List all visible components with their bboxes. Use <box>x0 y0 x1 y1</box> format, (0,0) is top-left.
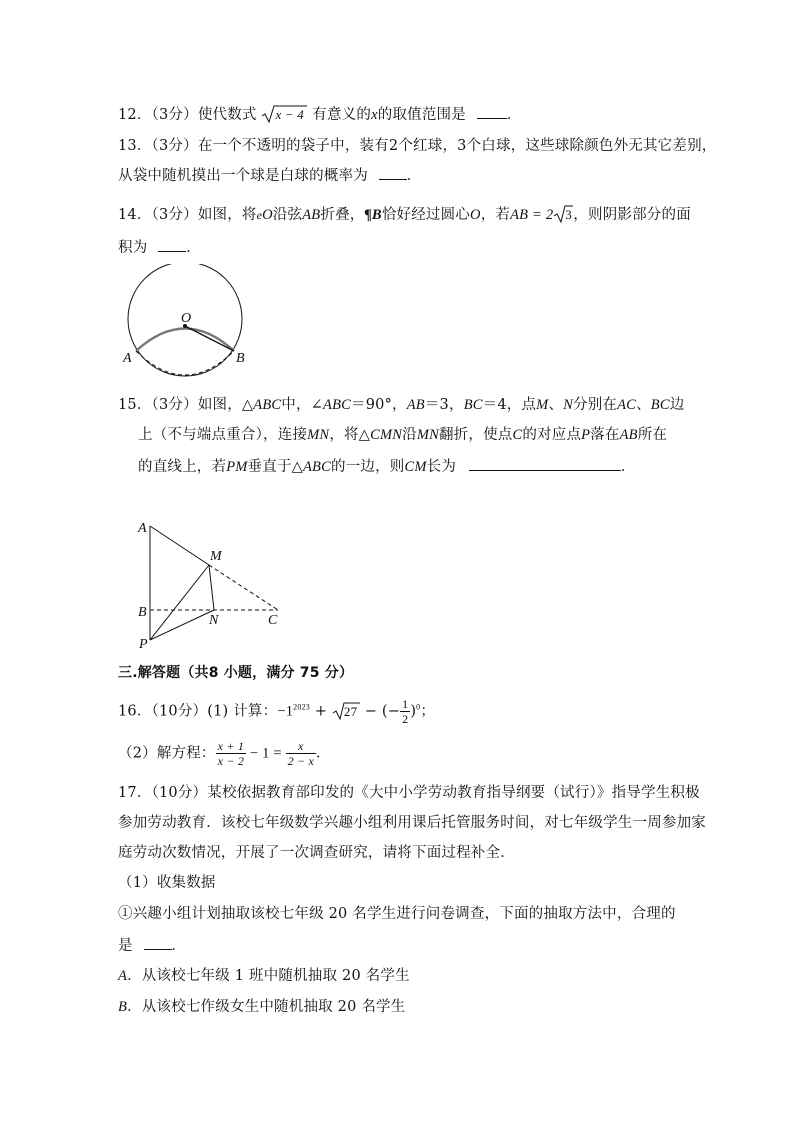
q17-line6: 是 <box>118 938 133 954</box>
q14-o: O <box>262 207 273 223</box>
question-12 <box>118 104 521 125</box>
q16-plus: + <box>309 703 332 720</box>
q14-line2: 积为 <box>118 240 148 256</box>
segment-pn <box>150 610 214 640</box>
frac1-num: x + 1 <box>217 739 245 753</box>
q15-ab2: AB <box>619 427 638 443</box>
option-a-letter: A <box>118 968 128 984</box>
question-16-part1 <box>118 697 435 726</box>
q14-mid2: 折叠， <box>320 207 365 223</box>
q16-end: ． <box>316 745 331 762</box>
radicand-27: 27 <box>343 703 358 719</box>
question-15-line1 <box>118 395 684 415</box>
folded-arc <box>136 329 234 352</box>
segment-pm <box>150 565 209 640</box>
label-p: P <box>139 637 148 652</box>
circle-symbol: e <box>256 208 263 222</box>
sqrt-27 <box>332 701 360 722</box>
segment-am <box>150 526 209 565</box>
question-14-line2 <box>118 237 201 258</box>
q15-t13: 翻折，使点 <box>438 427 513 443</box>
q15-mn: MN <box>307 427 330 443</box>
q15-cm: CM <box>404 459 427 475</box>
q15-t11: ，将△ <box>329 427 371 443</box>
question-17-line2: 参加劳动教育．该校七年级数学兴趣小组利用课后托管服务时间，对七年级学生一周参加家 <box>118 815 706 831</box>
q15-t1: 15．（3分）如图，△ <box>118 397 254 413</box>
q15-end: ． <box>620 459 636 475</box>
answer-blank <box>144 935 172 950</box>
answer-blank <box>469 456 621 471</box>
q16-part2-prefix: （2）解方程： <box>118 745 216 762</box>
label-a: A <box>138 521 147 536</box>
segment-mn <box>209 565 214 610</box>
root-3: 3 <box>565 207 572 222</box>
q16-exp0: 0 <box>416 702 421 712</box>
question-13-line1: 13．（3分）在一个不透明的袋子中，装有2个红球，3个白球，这些球除颜色外无其它差别， <box>118 138 717 154</box>
fraction-1 <box>216 739 246 768</box>
q15-bc2: BC <box>650 397 670 413</box>
q14-mid3: 恰好经过圆心 <box>381 207 471 223</box>
q14-mid5: ，则阴影部分的面 <box>573 207 691 223</box>
frac1-den: x − 2 <box>217 754 245 768</box>
option-a-text: ．从该校七年级 1 班中随机抽取 20 名学生 <box>127 968 410 984</box>
frac2-num: x <box>286 739 316 754</box>
sqrt-expression <box>261 104 307 125</box>
q15-t5: ＝4，点 <box>482 397 537 413</box>
q15-m: M <box>536 397 549 413</box>
option-b-letter: B <box>118 999 128 1015</box>
frac2-den: 2 − x <box>287 754 315 768</box>
question-17-line6 <box>118 935 186 956</box>
q12-suffix: 有意义的 <box>312 107 372 123</box>
frac-num: 1 <box>402 697 409 711</box>
circle-fold-figure <box>115 264 255 389</box>
q15-pm: PM <box>226 459 248 475</box>
q15-bc: BC <box>463 397 483 413</box>
q15-cmn: CMN <box>370 427 403 443</box>
option-b-text: ．从该校七作级女生中随机抽取 20 名学生 <box>127 999 406 1015</box>
q16-close: ) <box>410 703 417 720</box>
question-15-line2 <box>138 425 667 445</box>
q14-eq: AB = 2 <box>510 207 554 223</box>
question-15-line3 <box>138 456 636 477</box>
option-a <box>118 966 410 986</box>
q16-prefix: 16．（10分）(1) 计算： <box>118 703 278 720</box>
question-17-line3: 庭劳动次数情况，开展了一次调查研究，请将下面过程补全． <box>118 845 515 861</box>
answer-blank <box>477 104 507 119</box>
q16-term1: −1 <box>277 703 294 720</box>
q15-t16: 所在 <box>637 427 668 443</box>
q14-prefix: 14．（3分）如图，将 <box>118 207 257 223</box>
q15-n: N <box>563 397 574 413</box>
label-b: B <box>138 605 147 620</box>
q15-p: P <box>581 427 591 443</box>
q17-line6-end: ． <box>171 938 187 954</box>
q15-t14: 的对应点 <box>522 427 582 443</box>
label-o: O <box>181 311 192 326</box>
q15-ac: AC <box>617 397 637 413</box>
q12-var: x <box>371 107 378 123</box>
q15-t19: 的一边，则 <box>331 459 405 475</box>
label-m: M <box>210 549 222 564</box>
answer-blank <box>158 237 186 252</box>
q12-prefix: 12．（3分）使代数式 <box>118 107 257 123</box>
question-16-part2 <box>118 739 331 768</box>
q13-end: ． <box>406 168 422 184</box>
answer-blank <box>379 165 407 180</box>
label-b: B <box>236 351 245 366</box>
q12-end: ． <box>506 107 522 123</box>
q15-t10: 上（不与端点重合），连接 <box>138 427 308 443</box>
arc-ab-glyph: ¶B <box>364 207 382 223</box>
segment-mc-dashed <box>209 565 278 610</box>
q15-t20: 长为 <box>426 459 457 475</box>
q15-t4: ＝3， <box>424 397 464 413</box>
q16-minus: − (− <box>359 703 401 720</box>
question-17-line1: 17．（10分）某校依据教育部印发的《大中小学劳动教育指导纲要（试行）》指导学生积极 <box>118 785 700 801</box>
q15-t17: 的直线上，若 <box>138 459 227 475</box>
triangle-fold-figure <box>132 514 292 652</box>
fraction-2 <box>286 739 316 768</box>
radicand: x − 4 <box>275 107 304 122</box>
q15-t18: 垂直于△ <box>247 459 303 475</box>
q15-t7: 分别在 <box>573 397 618 413</box>
q12-suffix2: 的取值范围是 <box>377 107 466 123</box>
q14-o2: O <box>470 207 481 223</box>
q14-mid4: ，若 <box>480 207 511 223</box>
q15-t6: 、 <box>548 397 564 413</box>
q15-c: C <box>512 427 523 443</box>
q16-exp1: 2023 <box>293 702 310 712</box>
fraction-half <box>400 697 410 726</box>
label-c: C <box>268 613 278 628</box>
q14-end: ． <box>186 240 201 256</box>
q14-mid: 沿弦 <box>272 207 303 223</box>
label-a: A <box>123 351 132 366</box>
q15-t8: 、 <box>636 397 651 413</box>
q15-abc3: ABC <box>303 459 331 475</box>
q15-abc2: ABC <box>323 397 352 413</box>
q15-t9: 边 <box>669 397 685 413</box>
section-heading: 三.解答题（共8 小题，满分 75 分） <box>118 665 354 681</box>
q15-t3: ＝90°， <box>351 397 407 413</box>
q15-ab: AB <box>406 397 425 413</box>
label-n: N <box>209 613 219 628</box>
question-17-line4: （1）收集数据 <box>118 875 216 891</box>
sqrt-3 <box>553 204 573 225</box>
q15-t2: 中，∠ <box>281 397 324 413</box>
question-13-line2 <box>118 165 421 186</box>
q15-t15: 落在 <box>590 427 620 443</box>
question-14-line1 <box>118 204 691 225</box>
q14-ab: AB <box>302 207 321 223</box>
option-b <box>118 997 405 1017</box>
question-17-line5: ①兴趣小组计划抽取该校七年级 20 名学生进行问卷调查，下面的抽取方法中，合理的 <box>118 906 676 922</box>
q16-semi: ； <box>420 703 436 720</box>
segment-ob <box>185 326 234 351</box>
q15-abc: ABC <box>253 397 282 413</box>
q16-minus1: − 1 = <box>246 745 286 762</box>
frac-den: 2 <box>402 712 409 726</box>
original-arc-dashed <box>136 351 234 375</box>
q15-t12: 沿 <box>402 427 417 443</box>
q13-text: 从袋中随机摸出一个球是白球的概率为 <box>118 168 368 184</box>
q15-mn2: MN <box>416 427 439 443</box>
